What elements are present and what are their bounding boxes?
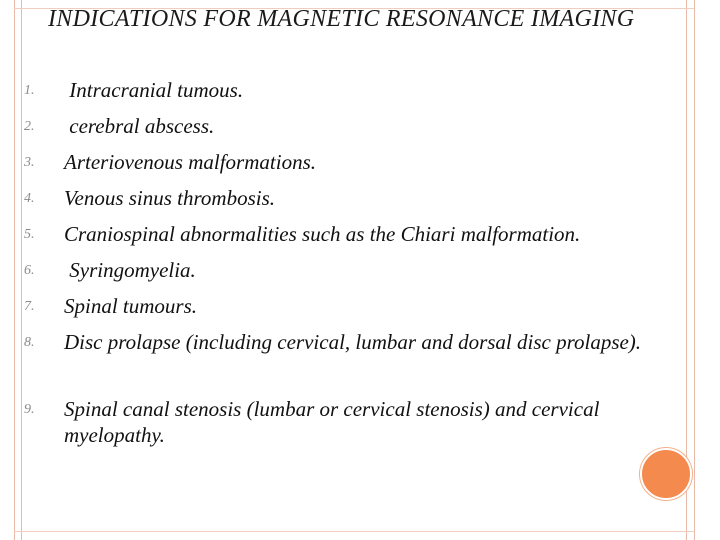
list-item-text: Arteriovenous malformations.	[64, 150, 316, 174]
list-item-text: Disc prolapse (including cervical, lumbar and dorsal disc prolapse).	[64, 330, 642, 354]
list-item-text: Craniospinal abnormalities such as the Chiari malformation.	[64, 222, 581, 246]
list-item-text: Syringomyelia.	[64, 258, 196, 282]
list-item-number: 1.	[24, 83, 35, 98]
list-item-number: 7.	[24, 299, 35, 314]
list-item-text: Venous sinus thrombosis.	[64, 186, 275, 210]
list-item-text: Spinal canal stenosis (lumbar or cervical stenosis) and cervical myelopathy.	[64, 397, 600, 447]
list-item-text: Spinal tumours.	[64, 294, 198, 318]
slide-title: INDICATIONS FOR MAGNETIC RESONANCE IMAGING	[48, 6, 635, 32]
list-item-number: 9.	[24, 402, 35, 417]
list-item-number: 4.	[24, 191, 35, 206]
list-item-number: 3.	[24, 155, 35, 170]
list-item-number: 8.	[24, 335, 35, 350]
bottom-border-line	[14, 531, 695, 532]
list-item-number: 5.	[24, 227, 35, 242]
list-item-number: 2.	[24, 119, 35, 134]
list-item-text: Intracranial tumous.	[64, 78, 244, 102]
left-border-frame	[14, 0, 22, 540]
accent-circle-decoration	[640, 448, 692, 500]
list-item-number: 6.	[24, 263, 35, 278]
list-item-text: cerebral abscess.	[64, 114, 215, 138]
